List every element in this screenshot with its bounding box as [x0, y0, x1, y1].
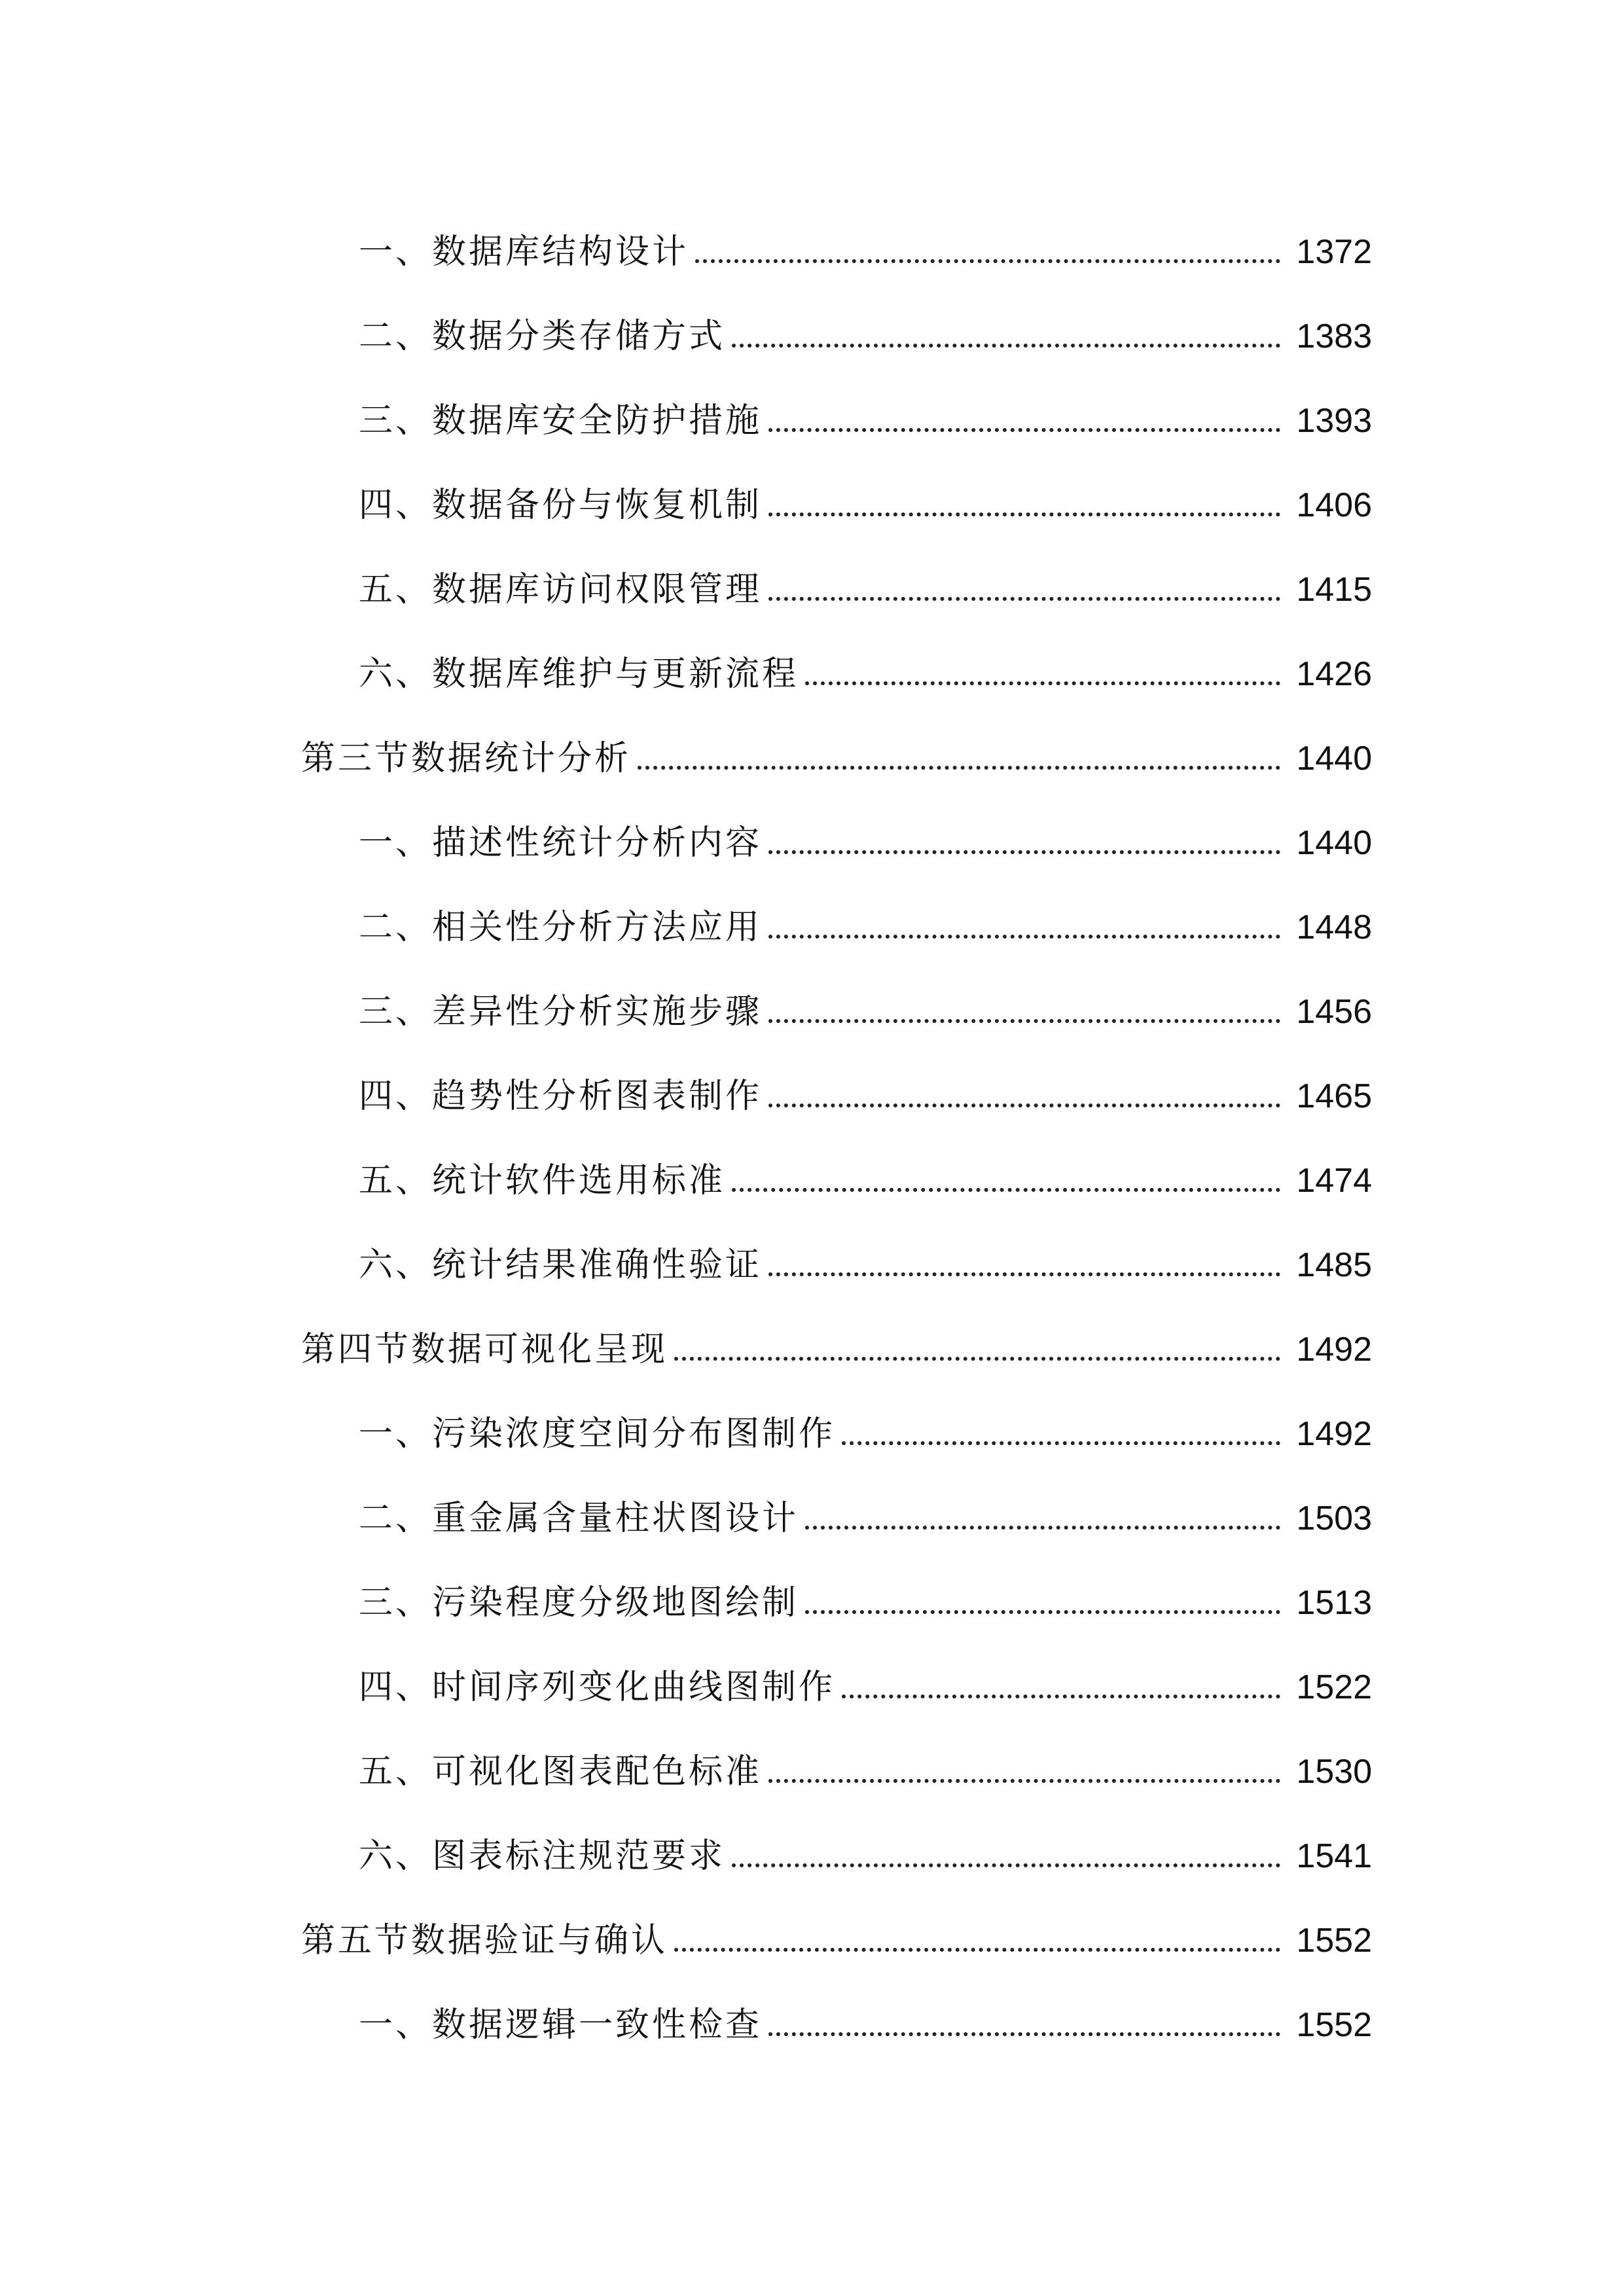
toc-entry[interactable]: [0, 378, 1624, 463]
toc-dot-leader: [768, 428, 1280, 432]
toc-entry[interactable]: [0, 1560, 1624, 1645]
toc-entry[interactable]: [0, 294, 1624, 378]
toc-section-title: 第三节数据统计分析: [301, 738, 632, 778]
toc-entry[interactable]: [0, 1729, 1624, 1814]
toc-dot-leader: [768, 1779, 1280, 1783]
toc-dot-leader: [805, 681, 1280, 685]
toc-page-number: 1440: [1296, 823, 1372, 862]
toc-page-number: 1492: [1296, 1330, 1372, 1369]
toc-dot-leader: [768, 512, 1280, 516]
toc-entry-title: 二、重金属含量柱状图设计: [359, 1498, 799, 1538]
toc-entry-title: 四、数据备份与恢复机制: [359, 485, 763, 525]
toc-page-number: 1465: [1296, 1077, 1372, 1115]
toc-page-number: 1406: [1296, 486, 1372, 524]
toc-page-number: 1541: [1296, 1837, 1372, 1875]
toc-entry[interactable]: [0, 969, 1624, 1054]
toc-page-number: 1415: [1296, 570, 1372, 609]
toc-dot-leader: [768, 850, 1280, 854]
toc-dot-leader: [674, 1948, 1280, 1952]
toc-dot-leader: [768, 935, 1280, 939]
toc-entry[interactable]: [0, 1391, 1624, 1476]
toc-entry[interactable]: [0, 1982, 1624, 2067]
toc-entry[interactable]: [0, 1223, 1624, 1307]
toc-section-entry[interactable]: [0, 1898, 1624, 1982]
toc-entry-title: 六、统计结果准确性验证: [359, 1245, 763, 1285]
toc-dot-leader: [768, 1019, 1280, 1023]
toc-entry-title: 一、数据库结构设计: [359, 232, 689, 272]
toc-entry-title: 一、数据逻辑一致性检查: [359, 2005, 763, 2045]
toc-entry[interactable]: [0, 1814, 1624, 1898]
toc-page-number: 1474: [1296, 1161, 1372, 1200]
toc-dot-leader: [732, 1188, 1280, 1192]
toc-entry-title: 五、统计软件选用标准: [359, 1160, 726, 1200]
toc-page-number: 1393: [1296, 401, 1372, 440]
toc-dot-leader: [805, 1610, 1280, 1614]
toc-page-number: 1530: [1296, 1752, 1372, 1791]
toc-dot-leader: [768, 2032, 1280, 2036]
toc-dot-leader: [842, 1441, 1280, 1445]
toc-entry-title: 五、可视化图表配色标准: [359, 1751, 763, 1791]
toc-entry[interactable]: [0, 1138, 1624, 1223]
toc-dot-leader: [638, 766, 1280, 770]
toc-page-number: 1552: [1296, 1921, 1372, 1960]
toc-entry-title: 一、描述性统计分析内容: [359, 823, 763, 863]
toc-entry-title: 三、差异性分析实施步骤: [359, 992, 763, 1031]
toc-page-number: 1426: [1296, 655, 1372, 693]
toc-entry-title: 三、污染程度分级地图绘制: [359, 1583, 799, 1623]
toc-page-number: 1456: [1296, 992, 1372, 1031]
toc-page-number: 1503: [1296, 1499, 1372, 1537]
toc-page-number: 1513: [1296, 1583, 1372, 1622]
toc-entry[interactable]: [0, 463, 1624, 547]
toc-dot-leader: [732, 1863, 1280, 1867]
toc-entry-title: 六、图表标注规范要求: [359, 1836, 726, 1876]
toc-entry-title: 四、趋势性分析图表制作: [359, 1076, 763, 1116]
toc-dot-leader: [768, 1272, 1280, 1276]
toc-dot-leader: [842, 1695, 1280, 1698]
toc-section-title: 第五节数据验证与确认: [301, 1920, 668, 1960]
toc-page-number: 1522: [1296, 1668, 1372, 1706]
toc-entry-title: 六、数据库维护与更新流程: [359, 654, 799, 694]
toc-dot-leader: [768, 597, 1280, 601]
toc-entry[interactable]: [0, 209, 1624, 294]
toc-entry[interactable]: [0, 1054, 1624, 1138]
toc-dot-leader: [805, 1526, 1280, 1530]
toc-entry-title: 三、数据库安全防护措施: [359, 401, 763, 440]
toc-entry[interactable]: [0, 547, 1624, 632]
toc-entry[interactable]: [0, 885, 1624, 969]
toc-section-entry[interactable]: [0, 1307, 1624, 1391]
toc-page-number: 1383: [1296, 317, 1372, 355]
toc-page-number: 1485: [1296, 1246, 1372, 1284]
toc-entry-title: 五、数据库访问权限管理: [359, 569, 763, 609]
toc-page-number: 1440: [1296, 739, 1372, 778]
toc-entry[interactable]: [0, 632, 1624, 716]
toc-page-number: 1448: [1296, 908, 1372, 946]
toc-entry-title: 一、污染浓度空间分布图制作: [359, 1414, 836, 1454]
toc-entry[interactable]: [0, 800, 1624, 885]
toc-page-number: 1492: [1296, 1414, 1372, 1453]
table-of-contents: [0, 209, 1624, 2067]
toc-section-title: 第四节数据可视化呈现: [301, 1329, 668, 1369]
toc-section-entry[interactable]: [0, 716, 1624, 800]
toc-entry-title: 二、数据分类存储方式: [359, 316, 726, 356]
toc-dot-leader: [768, 1103, 1280, 1107]
toc-entry-title: 二、相关性分析方法应用: [359, 907, 763, 947]
toc-entry[interactable]: [0, 1645, 1624, 1729]
toc-dot-leader: [674, 1357, 1280, 1361]
toc-dot-leader: [732, 344, 1280, 348]
toc-entry-title: 四、时间序列变化曲线图制作: [359, 1667, 836, 1707]
toc-entry[interactable]: [0, 1476, 1624, 1560]
toc-page-number: 1552: [1296, 2005, 1372, 2044]
toc-page-number: 1372: [1296, 232, 1372, 271]
toc-dot-leader: [695, 259, 1280, 263]
